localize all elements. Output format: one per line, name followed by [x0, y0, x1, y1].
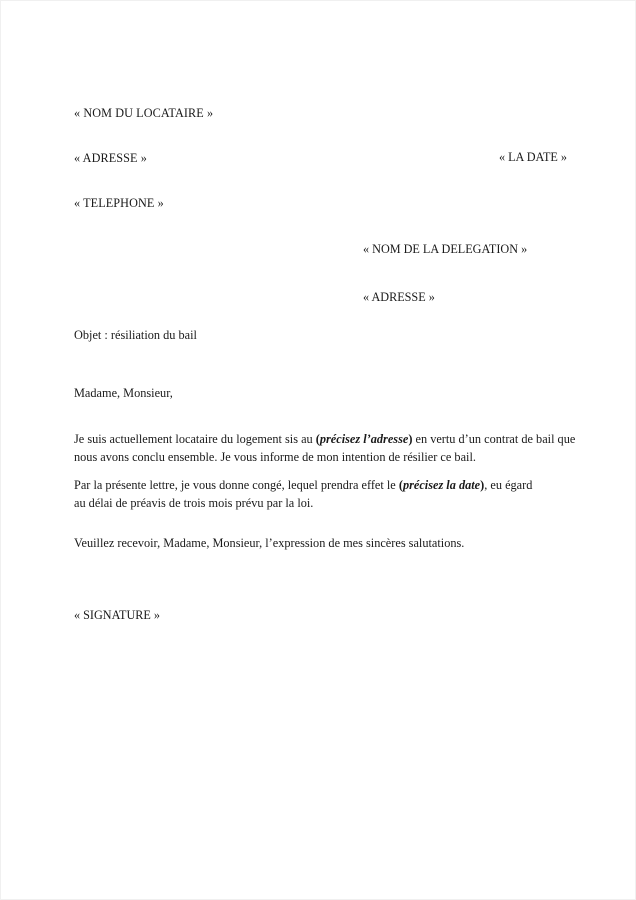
- paragraph-1-open-paren: (: [315, 432, 320, 446]
- subject-line: Objet : résiliation du bail: [74, 328, 197, 342]
- body-paragraph-1: [74, 430, 579, 466]
- paragraph-1-text-after: en vertu d’un contrat de bail que nous avons conclu ensemble. Je vous informe de mon intention de résilier ce bail.: [74, 432, 576, 464]
- paragraph-2-open-paren: (: [398, 478, 403, 492]
- date-placeholder: « LA DATE »: [498, 150, 567, 164]
- recipient-name-line: « NOM DE LA DELEGATION »: [363, 242, 528, 256]
- body-paragraph-2: [74, 476, 544, 512]
- paragraph-2-text-before: Par la présente lettre, je vous donne congé, lequel prendra effet le: [74, 478, 399, 492]
- paragraph-1-placeholder-address: précisez l’adresse: [319, 432, 409, 446]
- recipient-address-line: « ADRESSE »: [363, 290, 435, 304]
- paragraph-2-placeholder-date: précisez la date: [402, 478, 481, 492]
- sender-name-line: « NOM DU LOCATAIRE »: [74, 106, 214, 120]
- salutation-line: Madame, Monsieur,: [74, 386, 173, 400]
- paragraph-1-close-paren: ): [408, 432, 413, 446]
- recipient-address-block: [363, 209, 527, 337]
- signature-placeholder: « SIGNATURE »: [74, 608, 160, 622]
- sender-address-line: « ADRESSE »: [74, 151, 147, 165]
- body-paragraph-3: Veuillez recevoir, Madame, Monsieur, l’expression de mes sincères salutations.: [74, 536, 465, 550]
- paragraph-2-close-paren: ): [480, 478, 485, 492]
- sender-phone-line: « TELEPHONE »: [74, 196, 164, 210]
- paragraph-1-text-before: Je suis actuellement locataire du logement sis au: [74, 432, 316, 446]
- paragraph-2-text-after: , eu égard au délai de préavis de trois mois prévu par la loi.: [74, 478, 533, 510]
